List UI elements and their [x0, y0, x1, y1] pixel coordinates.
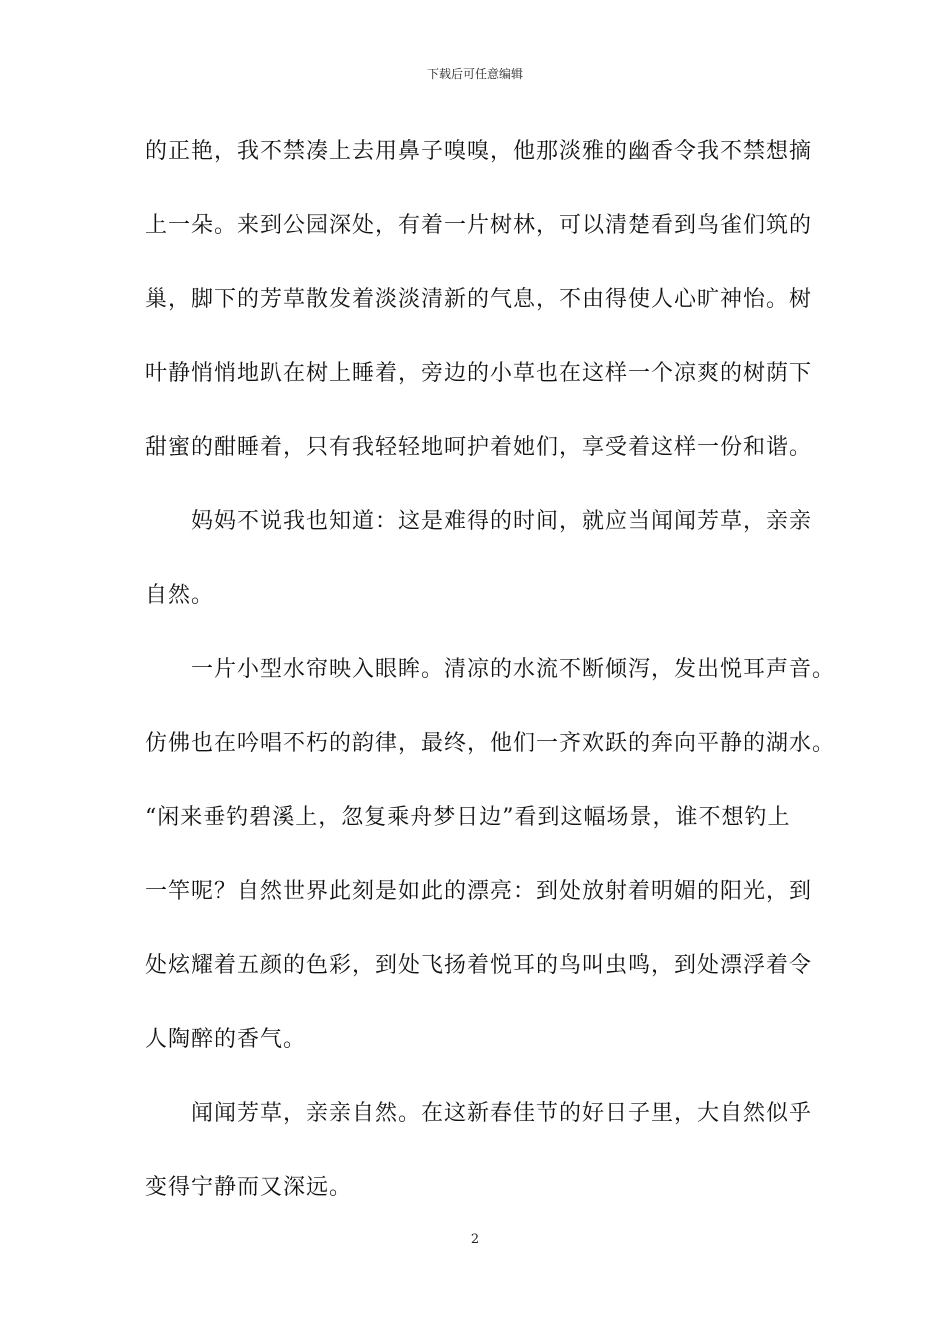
- text-line: 自然。: [145, 583, 215, 608]
- text-line: 甜蜜的酣睡着，只有我轻轻地呵护着她们，享受着这样一份和谐。: [145, 435, 813, 460]
- text-line: 变得宁静而又深远。: [145, 1175, 353, 1200]
- text-line: 处炫耀着五颜的色彩，到处飞扬着悦耳的鸟叫虫鸣，到处漂浮着令: [145, 953, 813, 978]
- text-line: 巢，脚下的芳草散发着淡淡清新的气息，不由得使人心旷神怡。树: [145, 287, 813, 312]
- text-line: “闲来垂钓碧溪上，忽复乘舟梦日边”看到这幅场景，谁不想钓上: [145, 805, 791, 830]
- paragraph-start-line: 一片小型水帘映入眼眸。清凉的水流不断倾泻，发出悦耳声音。: [191, 657, 836, 682]
- paragraph-start-line: 妈妈不说我也知道：这是难得的时间，就应当闻闻芳草，亲亲: [191, 509, 813, 534]
- text-line: 人陶醉的香气。: [145, 1027, 307, 1052]
- text-line: 一竿呢？自然世界此刻是如此的漂亮：到处放射着明媚的阳光，到: [145, 879, 813, 904]
- paragraph-start-line: 闻闻芳草，亲亲自然。在这新春佳节的好日子里，大自然似乎: [191, 1101, 813, 1126]
- page-header: 下载后可任意编辑: [426, 67, 523, 81]
- body-text: [145, 130, 836, 1240]
- text-line: 叶静悄悄地趴在树上睡着，旁边的小草也在这样一个凉爽的树荫下: [145, 361, 813, 386]
- page-number: 2: [470, 1232, 480, 1247]
- text-line: 仿佛也在吟唱不朽的韵律，最终，他们一齐欢跃的奔向平静的湖水。: [145, 731, 836, 756]
- text-line: 上一朵。来到公园深处，有着一片树林，可以清楚看到鸟雀们筑的: [145, 213, 813, 238]
- text-line: 的正艳，我不禁凑上去用鼻子嗅嗅，他那淡雅的幽香令我不禁想摘: [145, 139, 813, 164]
